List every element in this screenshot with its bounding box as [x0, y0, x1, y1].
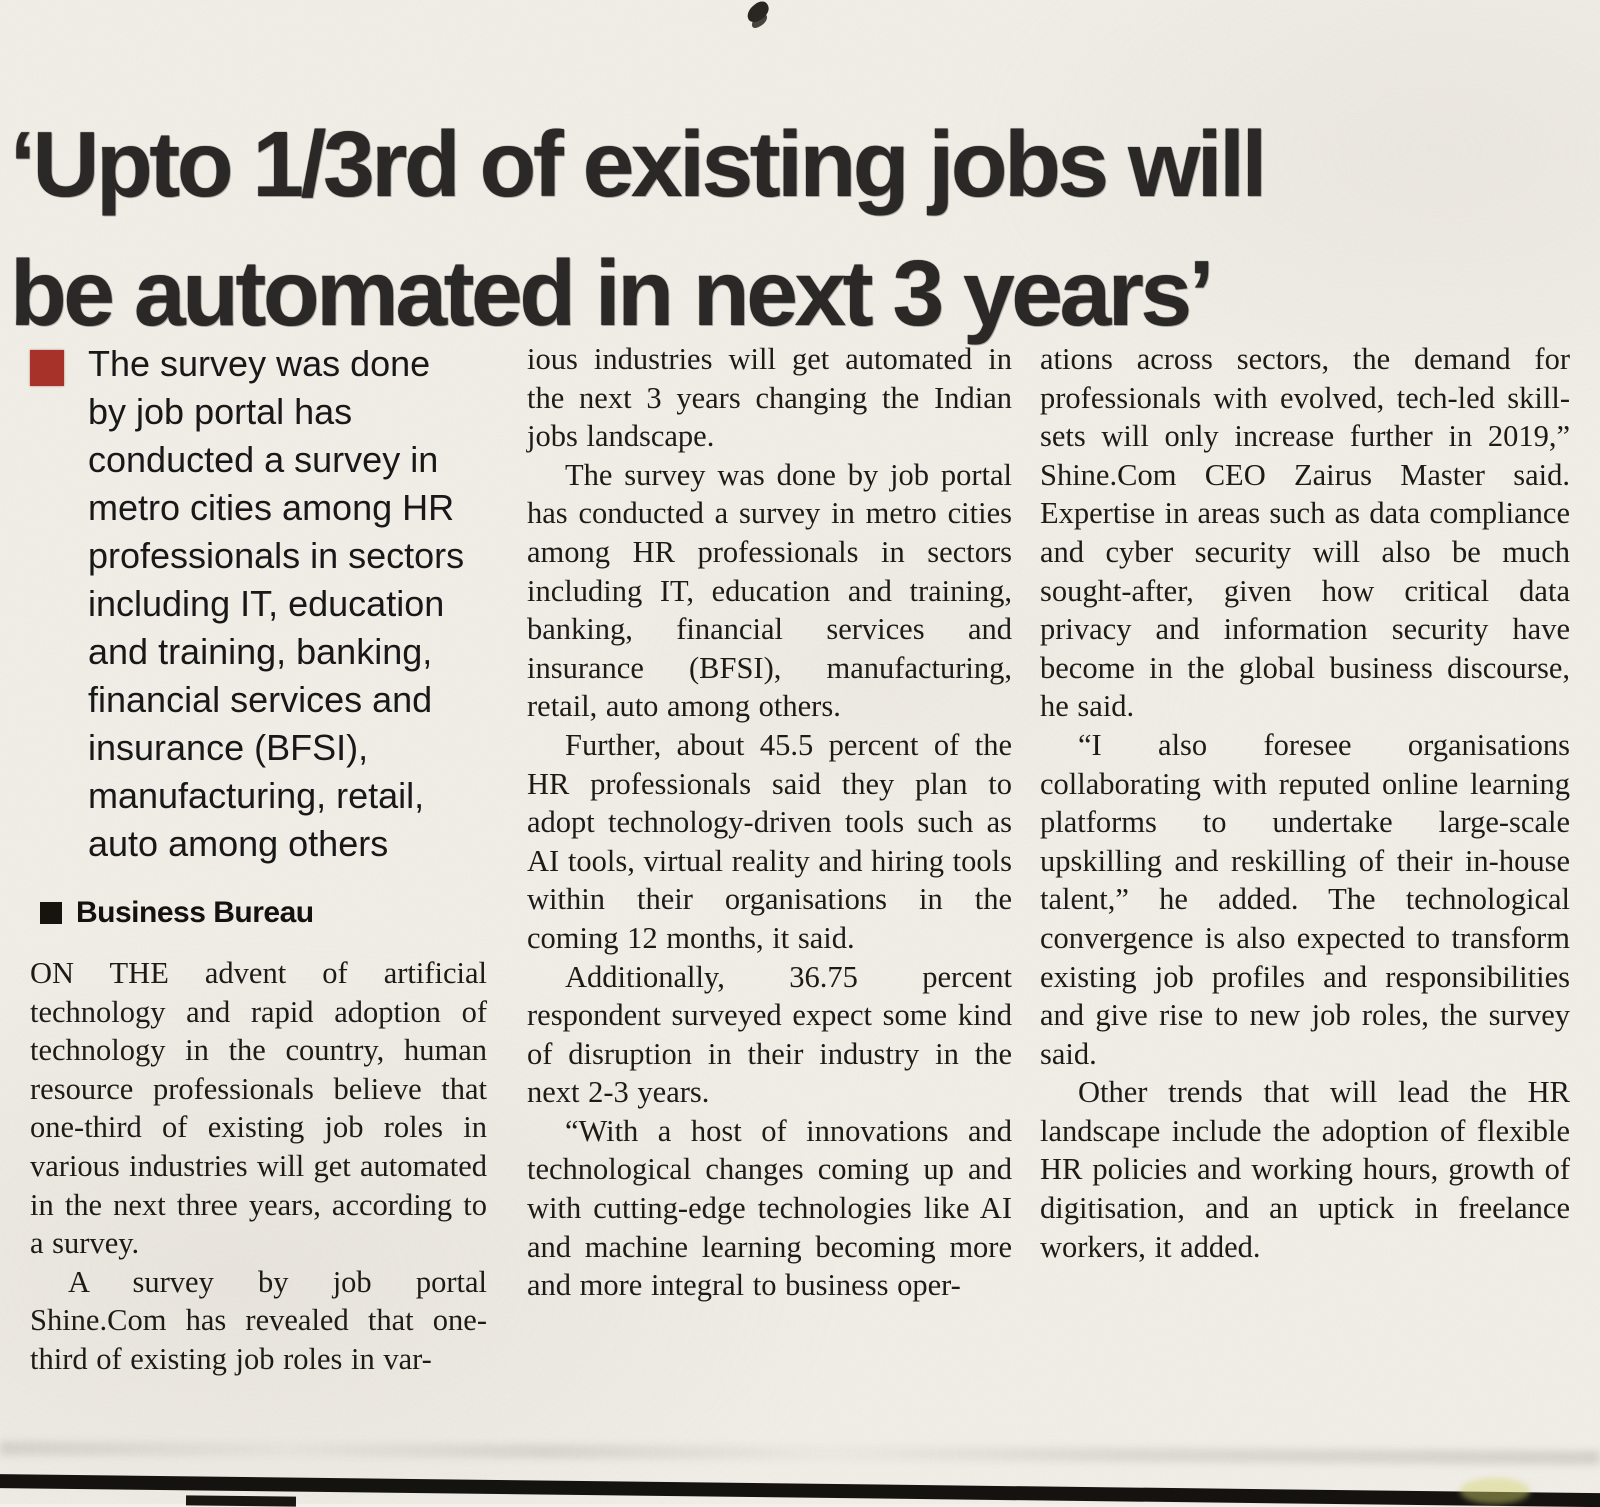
- column-3: [1040, 340, 1575, 1379]
- ink-blot-artifact: [744, 0, 773, 25]
- body-paragraph: ious industries will get automated in the next 3 years changing the Indian jobs landscape.: [527, 342, 1012, 454]
- body-paragraph: Further, about 45.5 percent of the HR professionals said they plan to adopt technology-driven tools such as AI tools, virtual reality and hiring tools within their organisations in the coming 12 months, it said.: [527, 727, 1012, 955]
- body-paragraph: ations across sectors, the demand for professionals with evolved, tech-led skill-sets will only increase further in 2019,” Shine.Com CEO Zairus Master said. Expertise in areas such as data compliance and cyber security will also be much sought-after, given how critical data privacy and information security have become in the global business discourse, he said.: [1040, 342, 1570, 724]
- body-paragraph: ON THE advent of artificial technology and rapid adoption of technology in the country, human resource professionals believe that one-third of existing job roles in various industries will get automated in the next three years, according to a survey.: [30, 956, 487, 1261]
- column-1-body: [30, 954, 487, 1379]
- column-3-body: [1040, 340, 1570, 1266]
- summary-block: [30, 340, 478, 868]
- paper-tint-spot: [1460, 1478, 1530, 1504]
- byline-label: Business Bureau: [76, 896, 314, 929]
- body-paragraph: A survey by job portal Shine.Com has revealed that one-third of existing job roles in var-: [30, 1264, 487, 1376]
- black-square-bullet-icon: [40, 902, 62, 924]
- column-2: [527, 340, 1040, 1379]
- column-2-body: [527, 340, 1012, 1305]
- byline: [30, 896, 487, 930]
- article-columns: [30, 340, 1575, 1379]
- body-paragraph: Other trends that will lead the HR landscape include the adoption of flexible HR policies and working hours, growth of digitisation, and an uptick in freelance workers, it added.: [1040, 1075, 1570, 1264]
- body-paragraph: “With a host of innovations and technological changes coming up and with cutting-edge technologies like AI and machine learning becoming more and more integral to business oper-: [527, 1113, 1012, 1303]
- body-paragraph: The survey was done by job portal has conducted a survey in metro cities among HR professionals in sectors including IT, education and training, banking, financial services and insurance (BFSI), manufacturing, retail, auto among others.: [527, 457, 1012, 724]
- red-square-bullet-icon: [30, 350, 64, 386]
- next-article-fragment: [186, 1495, 296, 1506]
- headline-line-2: be automated in next 3 years’: [10, 240, 1211, 345]
- article-headline: [10, 100, 1590, 357]
- body-paragraph: “I also foresee organisations collaborating with reputed online learning platforms to undertake large-scale upskilling and reskilling of their in-house talent,” he added. The technological convergence is also expected to transform existing job profiles and responsibilities and give rise to new job roles, the survey said.: [1040, 727, 1570, 1071]
- column-1: [30, 340, 527, 1379]
- summary-text: The survey was done by job portal has conducted a survey in metro cities among HR professionals in sectors including IT, education and training, banking, financial services and insurance (BFSI), manufacturing, retail, auto among others: [88, 343, 465, 864]
- body-paragraph: Additionally, 36.75 percent respondent surveyed expect some kind of disruption in their industry in the next 2-3 years.: [527, 959, 1012, 1110]
- print-ghosting-artifact: [0, 1441, 1600, 1465]
- headline-line-1: ‘Upto 1/3rd of existing jobs will: [10, 112, 1264, 217]
